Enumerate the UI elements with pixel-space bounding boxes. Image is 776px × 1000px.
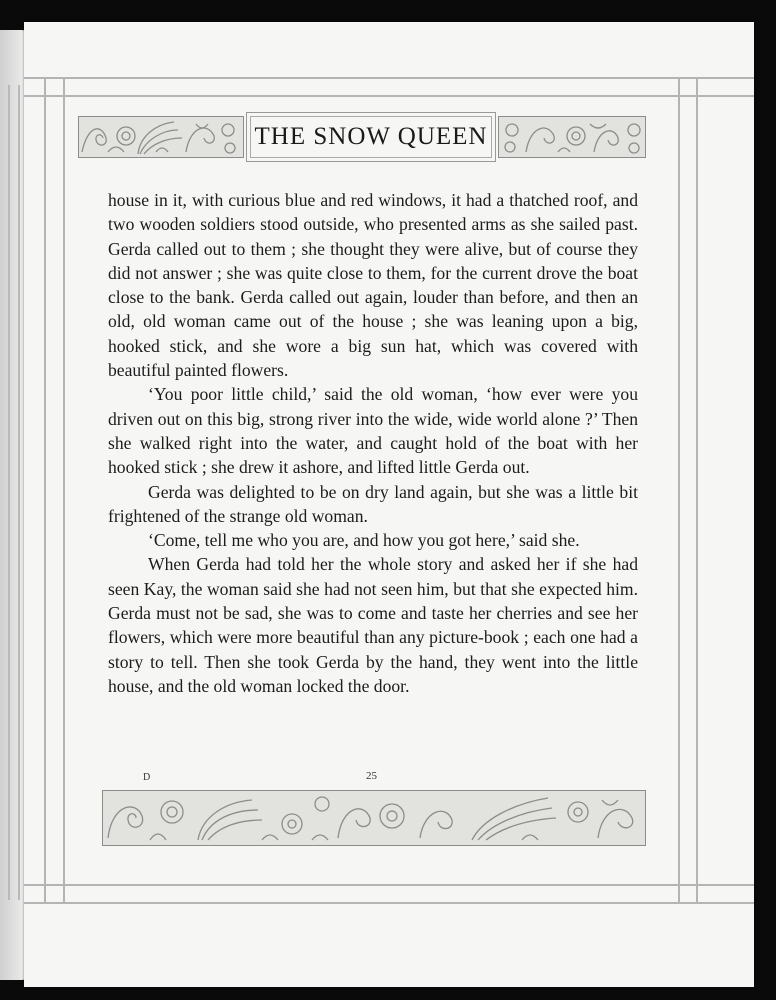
frame-line-left-outer bbox=[44, 77, 46, 904]
title-box bbox=[246, 112, 496, 162]
paragraph: house in it, with curious blue and red windows, it had a thatched roof, and two wooden soldiers stood outside, who presented arms as she sailed past. Gerda called out to them ; she thought they were alive, but of course they did not answer ; she was quite close to them, for the current drove the boat close to the bank. Gerda called out again, louder than before, and then an old, old woman came out of the house ; she was leaning upon a big, hooked stick, and she wore a big sun hat, which was covered with beautiful painted flowers. bbox=[108, 190, 638, 381]
running-header bbox=[78, 112, 646, 164]
footer-floral-ornament-icon bbox=[102, 790, 646, 846]
frame-line-top-outer bbox=[24, 77, 754, 79]
signature-mark: D bbox=[143, 772, 151, 783]
paragraph: Gerda was delighted to be on dry land again, but she was a little bit frightened of the strange old woman. bbox=[108, 481, 638, 526]
paragraph: When Gerda had told her the whole story and asked her if she had seen Kay, the woman said she had not seen him, but that she expected him. Gerda must not be sad, she was to come and taste her cherries and see her flowers, which were more beautiful than any picture-book ; each one had a story to tell. Then she took Gerda by the hand, they went into the little house, and the old woman locked the door. bbox=[108, 554, 638, 696]
paragraph: ‘You poor little child,’ said the old woman, ‘how ever were you driven out on this big, strong river into the wide, wide world alone ?’ Then she walked right into the water, and caught hold of the boat with her hooked stick ; she drew it ashore, and lifted little Gerda out. bbox=[108, 384, 638, 478]
frame-line-bottom-inner bbox=[24, 884, 754, 886]
page-number: 25 bbox=[366, 770, 377, 782]
left-floral-ornament-icon bbox=[78, 116, 244, 158]
paragraph: ‘Come, tell me who you are, and how you got here,’ said she. bbox=[148, 530, 580, 551]
frame-line-right-inner bbox=[678, 77, 680, 904]
previous-page-frame-line bbox=[8, 85, 10, 900]
right-floral-ornament-icon bbox=[498, 116, 646, 158]
frame-line-right-outer bbox=[696, 77, 698, 904]
body-text bbox=[108, 188, 638, 698]
previous-page-frame-line bbox=[18, 85, 20, 900]
page-title: THE SNOW QUEEN bbox=[254, 123, 488, 150]
frame-line-left-inner bbox=[63, 77, 65, 904]
frame-line-bottom-outer bbox=[24, 902, 754, 904]
frame-line-top-inner bbox=[24, 95, 754, 97]
